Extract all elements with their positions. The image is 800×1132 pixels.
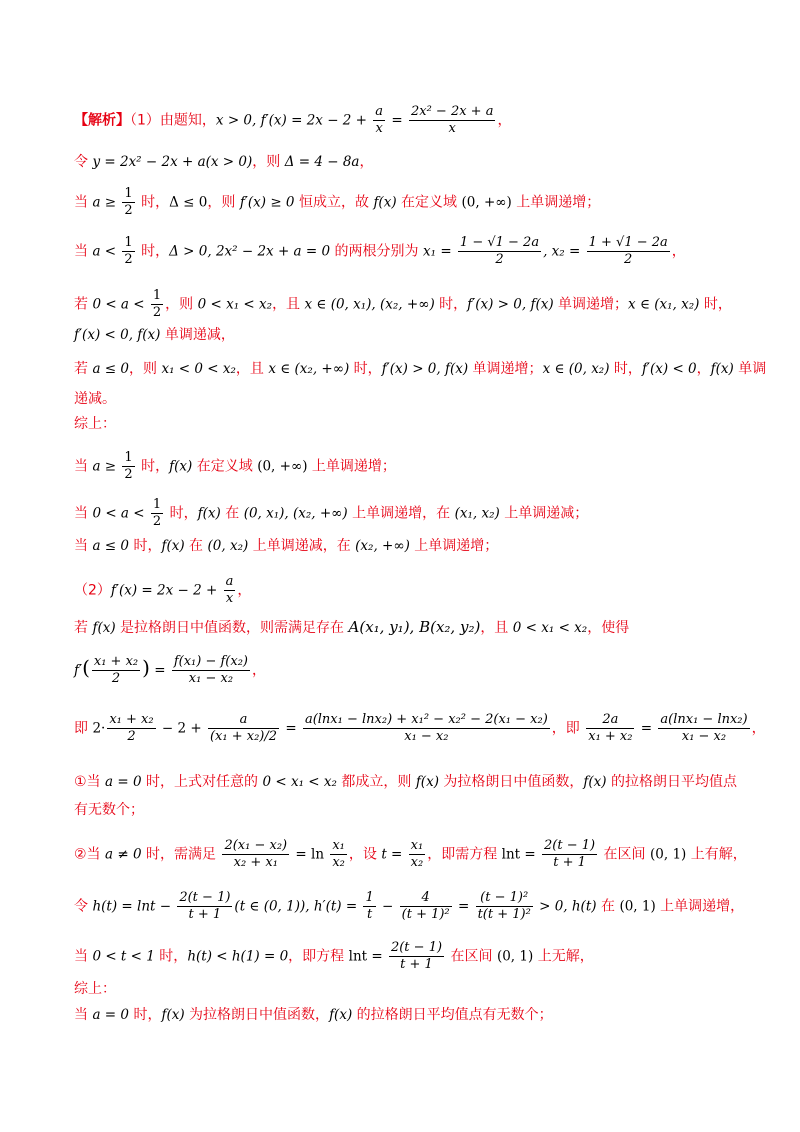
analysis-label: 【解析】 [74, 112, 130, 129]
text: 是拉格朗日中值函数，则需满足存在 [115, 620, 349, 636]
fraction [122, 186, 134, 219]
math: (t ∈ (0, 1)), h′(t) = [234, 898, 362, 915]
math: Δ ≤ 0 [169, 194, 208, 211]
text: ①当 [74, 774, 106, 790]
fraction [122, 450, 134, 483]
text: ，且 [480, 620, 513, 636]
analysis-line-5 [74, 288, 732, 321]
math: f(x) [415, 774, 439, 790]
part-2-line-3 [74, 654, 266, 687]
fraction [586, 712, 634, 745]
case-2-line-1 [74, 838, 747, 871]
text: ， [751, 720, 766, 737]
text: 有无数个； [74, 802, 144, 818]
text: 当 [74, 194, 93, 211]
text: 在定义域 [396, 194, 462, 211]
math: f(x) [710, 361, 734, 377]
denominator: x [225, 591, 234, 606]
text: ，则 [207, 194, 240, 211]
text: 时，上式对任意的 [141, 774, 263, 790]
fraction [151, 497, 163, 530]
text: ，则 [165, 296, 198, 313]
text: 当 [74, 1007, 93, 1023]
denominator: t(t + 1)² [477, 907, 531, 922]
fraction [373, 104, 385, 137]
math: , x₂ = [543, 243, 585, 260]
text: 单调递增； [468, 361, 543, 377]
numerator: 1 [365, 890, 374, 905]
fraction [92, 654, 140, 687]
math: t = [381, 846, 407, 863]
math: − [377, 898, 398, 915]
numerator: 1 [124, 450, 133, 465]
math: (0, x₁), (x₂, +∞) [243, 505, 348, 522]
text: ，则 [252, 154, 285, 170]
numerator: 1 − √1 − 2a [459, 235, 540, 250]
left-paren: ( [82, 655, 90, 680]
equals: = [149, 662, 170, 679]
math: f′(x) > 0, f(x) [467, 296, 554, 313]
text: 时， [136, 194, 170, 211]
denominator: 2 [124, 203, 133, 218]
denominator: 2 [495, 252, 504, 267]
text: 的两根分别为 [330, 243, 423, 260]
fraction [389, 940, 444, 973]
math: a ≠ 0 [105, 846, 142, 863]
denominator: 2 [124, 467, 133, 482]
fraction [476, 890, 533, 923]
text: 当 [74, 538, 93, 554]
denominator: x₂ + x₁ [233, 855, 278, 870]
numerator: 2a [586, 712, 634, 729]
denominator: t + 1 [188, 907, 222, 922]
numerator: x₁ [410, 838, 424, 853]
numerator: 1 + √1 − 2a [588, 235, 668, 250]
text: 时， [165, 505, 198, 522]
math: (x₂, +∞) [355, 538, 410, 554]
denominator: x₂ [410, 855, 424, 870]
equals: = [387, 112, 407, 129]
math: x₁ < 0 < x₂ [161, 361, 236, 377]
fraction [224, 574, 236, 607]
fraction [122, 235, 134, 268]
math: f(x) [373, 194, 397, 211]
fraction [658, 712, 749, 745]
denominator: 2 [127, 729, 136, 744]
text: 当 [74, 243, 93, 260]
text: ， [237, 582, 252, 599]
math: 0 < x₁ < x₂ [197, 296, 273, 313]
fraction [208, 712, 279, 745]
math: a = 0 [105, 774, 142, 790]
math: lnt = [348, 948, 387, 965]
math: a ≥ [92, 458, 121, 475]
text: 令 [74, 898, 93, 915]
numerator: 2x² − 2x + a [410, 104, 494, 119]
case-2-line-2 [74, 890, 744, 923]
numerator: 1 [152, 497, 162, 512]
denominator: t + 1 [400, 957, 433, 972]
math: f(x) [161, 1007, 185, 1023]
math: > 0, h(t) [534, 898, 597, 915]
text: 当 [74, 505, 93, 522]
denominator: t + 1 [553, 855, 586, 870]
math: a ≤ 0 [92, 361, 129, 377]
math: x ∈ (0, x₁), (x₂, +∞) [304, 296, 435, 313]
text: 为拉格朗日中值函数， [438, 774, 584, 790]
math: 0 < x₁ < x₂ [262, 774, 337, 790]
fraction [151, 288, 163, 321]
math: − 2 + [157, 720, 206, 737]
text: 在 [220, 505, 244, 522]
math: 2· [92, 720, 106, 737]
text: 递减。 [74, 391, 116, 407]
numerator: x₁ [332, 838, 345, 853]
text: ， [696, 361, 711, 377]
text: 的拉格朗日平均值点 [606, 774, 738, 790]
fraction [363, 890, 375, 923]
text: 时， [136, 243, 170, 260]
text: 当 [74, 948, 93, 965]
text: ，且 [235, 361, 269, 377]
denominator: t [366, 907, 373, 922]
math: h(t) < h(1) = 0 [187, 948, 289, 965]
text: ，则 [129, 361, 162, 377]
text: 上单调递增； [511, 194, 601, 211]
text: 令 [74, 154, 93, 170]
math: f(x) [169, 458, 193, 475]
fraction [409, 838, 426, 871]
denominator: 2 [624, 252, 633, 267]
math: Δ > 0, 2x² − 2x + a = 0 [169, 243, 331, 260]
text: 时， [129, 538, 162, 554]
math: f′ [74, 662, 83, 679]
text: 若 [74, 296, 93, 313]
text: 单调递减， [160, 327, 235, 343]
denominator: (t + 1)² [401, 907, 450, 922]
math: x₁ = [423, 243, 456, 260]
analysis-line-4 [74, 235, 686, 268]
text: 单调递增； [553, 296, 629, 313]
analysis-line-1 [74, 104, 511, 137]
numerator: 1 [124, 235, 133, 250]
math: a = 0 [92, 1007, 129, 1023]
text: 时， [609, 361, 642, 377]
text: 上单调递减，在 [248, 538, 356, 554]
math: (0, 1) [650, 846, 687, 863]
analysis-line-6 [74, 325, 235, 345]
text: （1）由题知， [130, 112, 216, 129]
text: 恒成立，故 [294, 194, 374, 211]
math: y = 2x² − 2x + a(x > 0) [92, 154, 253, 170]
denominator: x₁ − x₂ [681, 729, 727, 744]
case-1-line-1 [74, 772, 737, 792]
math: Δ = 4 − 8a [284, 154, 360, 170]
summary-line-1 [74, 450, 396, 483]
text: 综上： [74, 981, 116, 997]
math: (0, 1) [619, 898, 656, 915]
analysis-line-2 [74, 152, 373, 172]
text: 上无解， [533, 948, 594, 965]
numerator: 1 [152, 288, 162, 303]
numerator: f(x₁) − f(x₂) [173, 654, 248, 669]
text: 在 [184, 538, 208, 554]
math: (0, x₂) [207, 538, 249, 554]
equals: = [453, 898, 474, 915]
equals: = ln [291, 846, 329, 863]
math: (x₁, x₂) [454, 505, 500, 522]
text: 时， [129, 1007, 162, 1023]
math: 0 < t < 1 [92, 948, 155, 965]
case-2-line-3 [74, 940, 594, 973]
denominator: x₁ − x₂ [404, 729, 449, 744]
analysis-line-7 [74, 359, 766, 379]
summary-heading-1 [74, 414, 116, 434]
text: 上单调递增， [655, 898, 745, 915]
math: f′(x) > 0, f(x) [381, 361, 469, 377]
numerator: (t − 1)² [476, 890, 533, 907]
text: 上有解， [686, 846, 747, 863]
numerator: a [208, 712, 279, 729]
math: a ≥ [92, 194, 121, 211]
denominator: 2 [152, 305, 162, 320]
text: 在区间 [599, 846, 650, 863]
text: 时， [154, 948, 188, 965]
numerator: a(lnx₁ − lnx₂) [660, 712, 748, 727]
math: x ∈ (0, x₂) [542, 361, 610, 377]
math: f′(x) ≥ 0 [239, 194, 295, 211]
numerator: 2(x₁ − x₂) [224, 838, 288, 853]
denominator: x [448, 121, 456, 136]
summary-line-3 [74, 536, 498, 556]
numerator: a [225, 574, 234, 589]
math: (0, 1) [496, 948, 534, 965]
fraction [400, 890, 452, 923]
math: x > 0, f′(x) = 2x − 2 + [215, 112, 372, 129]
numerator: 2(t − 1) [390, 940, 443, 955]
numerator: 1 [124, 186, 133, 201]
math: f(x) [92, 620, 116, 636]
text: 时， [136, 458, 170, 475]
analysis-line-8 [74, 389, 116, 409]
denominator: (x₁ + x₂)/2 [209, 729, 278, 744]
math: h(t) = lnt − [92, 898, 176, 915]
denominator: 2 [124, 252, 133, 267]
math: f(x) [197, 505, 221, 522]
math: f′(x) = 2x − 2 + [110, 582, 222, 599]
denominator: 2 [152, 514, 162, 529]
fraction [458, 235, 541, 268]
conclusion-line [74, 1005, 553, 1025]
analysis-line-3 [74, 186, 600, 219]
right-paren: ) [142, 655, 150, 680]
denominator: x [375, 121, 383, 136]
fraction [222, 838, 289, 871]
math: x ∈ (x₂, +∞) [268, 361, 350, 377]
denominator: x₁ − x₂ [188, 671, 234, 686]
text: 上单调递减； [499, 505, 589, 522]
part-2-line-2 [74, 617, 629, 638]
text: 时， [434, 296, 468, 313]
math: f(x) [583, 774, 607, 790]
text: （2） [74, 582, 111, 599]
fraction [587, 235, 670, 268]
text: 时，需满足 [141, 846, 221, 863]
text: 在定义域 [192, 458, 258, 475]
text: 若 [74, 361, 93, 377]
fraction [303, 712, 550, 745]
text: ， [671, 243, 686, 260]
math: a ≤ 0 [92, 538, 129, 554]
summary-line-2 [74, 497, 588, 530]
math: A(x₁, y₁), B(x₂, y₂) [348, 618, 481, 636]
numerator: 4 [400, 890, 452, 907]
text: ，即 [551, 720, 585, 737]
text: 上单调递增，在 [347, 505, 455, 522]
text: ②当 [74, 846, 106, 863]
text: 在 [596, 898, 620, 915]
text: 单调 [733, 361, 767, 377]
denominator: 2 [111, 671, 121, 686]
text: 时， [699, 296, 732, 313]
equals: = [636, 720, 657, 737]
math: 0 < a < [92, 296, 149, 313]
math: (0, +∞) [257, 458, 308, 475]
numerator: 2(t − 1) [179, 890, 231, 905]
text: 时， [349, 361, 382, 377]
math: f′(x) < 0, f(x) [74, 327, 161, 343]
fraction [409, 104, 495, 137]
numerator: x₁ + x₂ [93, 654, 139, 669]
fraction [107, 712, 155, 745]
fraction [542, 838, 597, 871]
text: ， [359, 154, 374, 170]
text: 即 [74, 720, 93, 737]
text: ， [497, 112, 512, 129]
numerator: 2(t − 1) [544, 838, 596, 853]
text: 都成立，则 [336, 774, 416, 790]
math: x ∈ (x₁, x₂) [628, 296, 700, 313]
equals: = [281, 720, 301, 737]
text: 上单调递增； [307, 458, 396, 475]
text: 上单调递增； [409, 538, 499, 554]
numerator: x₁ + x₂ [109, 712, 154, 727]
math: f(x) [161, 538, 185, 554]
math: lnt = [501, 846, 541, 863]
summary-heading-2 [74, 979, 116, 999]
text: 综上： [74, 416, 116, 432]
part-2-line-4 [74, 712, 766, 745]
text: ，即需方程 [427, 846, 502, 863]
text: 的拉格朗日平均值点有无数个； [352, 1007, 553, 1023]
math: f(x) [329, 1007, 353, 1023]
math: a < [92, 243, 121, 260]
denominator: x₁ + x₂ [588, 729, 633, 744]
text: 为拉格朗日中值函数， [184, 1007, 330, 1023]
text: ，使得 [587, 620, 630, 636]
fraction [330, 838, 347, 871]
text: ，设 [348, 846, 382, 863]
denominator: x₂ [332, 855, 345, 870]
part-2-line-1 [74, 574, 251, 607]
fraction [172, 654, 250, 687]
math: 0 < a < [92, 505, 149, 522]
math: (0, +∞) [461, 194, 512, 211]
text: 在区间 [446, 948, 497, 965]
text: ， [252, 662, 266, 679]
numerator: a(lnx₁ − lnx₂) + x₁² − x₂² − 2(x₁ − x₂) [304, 712, 548, 727]
text: 当 [74, 458, 93, 475]
text: ，且 [272, 296, 305, 313]
math: f′(x) < 0 [641, 361, 697, 377]
fraction [177, 890, 232, 923]
math: 0 < x₁ < x₂ [512, 620, 588, 636]
numerator: a [375, 104, 384, 119]
case-1-line-2 [74, 800, 144, 820]
text: 若 [74, 620, 93, 636]
text: ，即方程 [288, 948, 349, 965]
